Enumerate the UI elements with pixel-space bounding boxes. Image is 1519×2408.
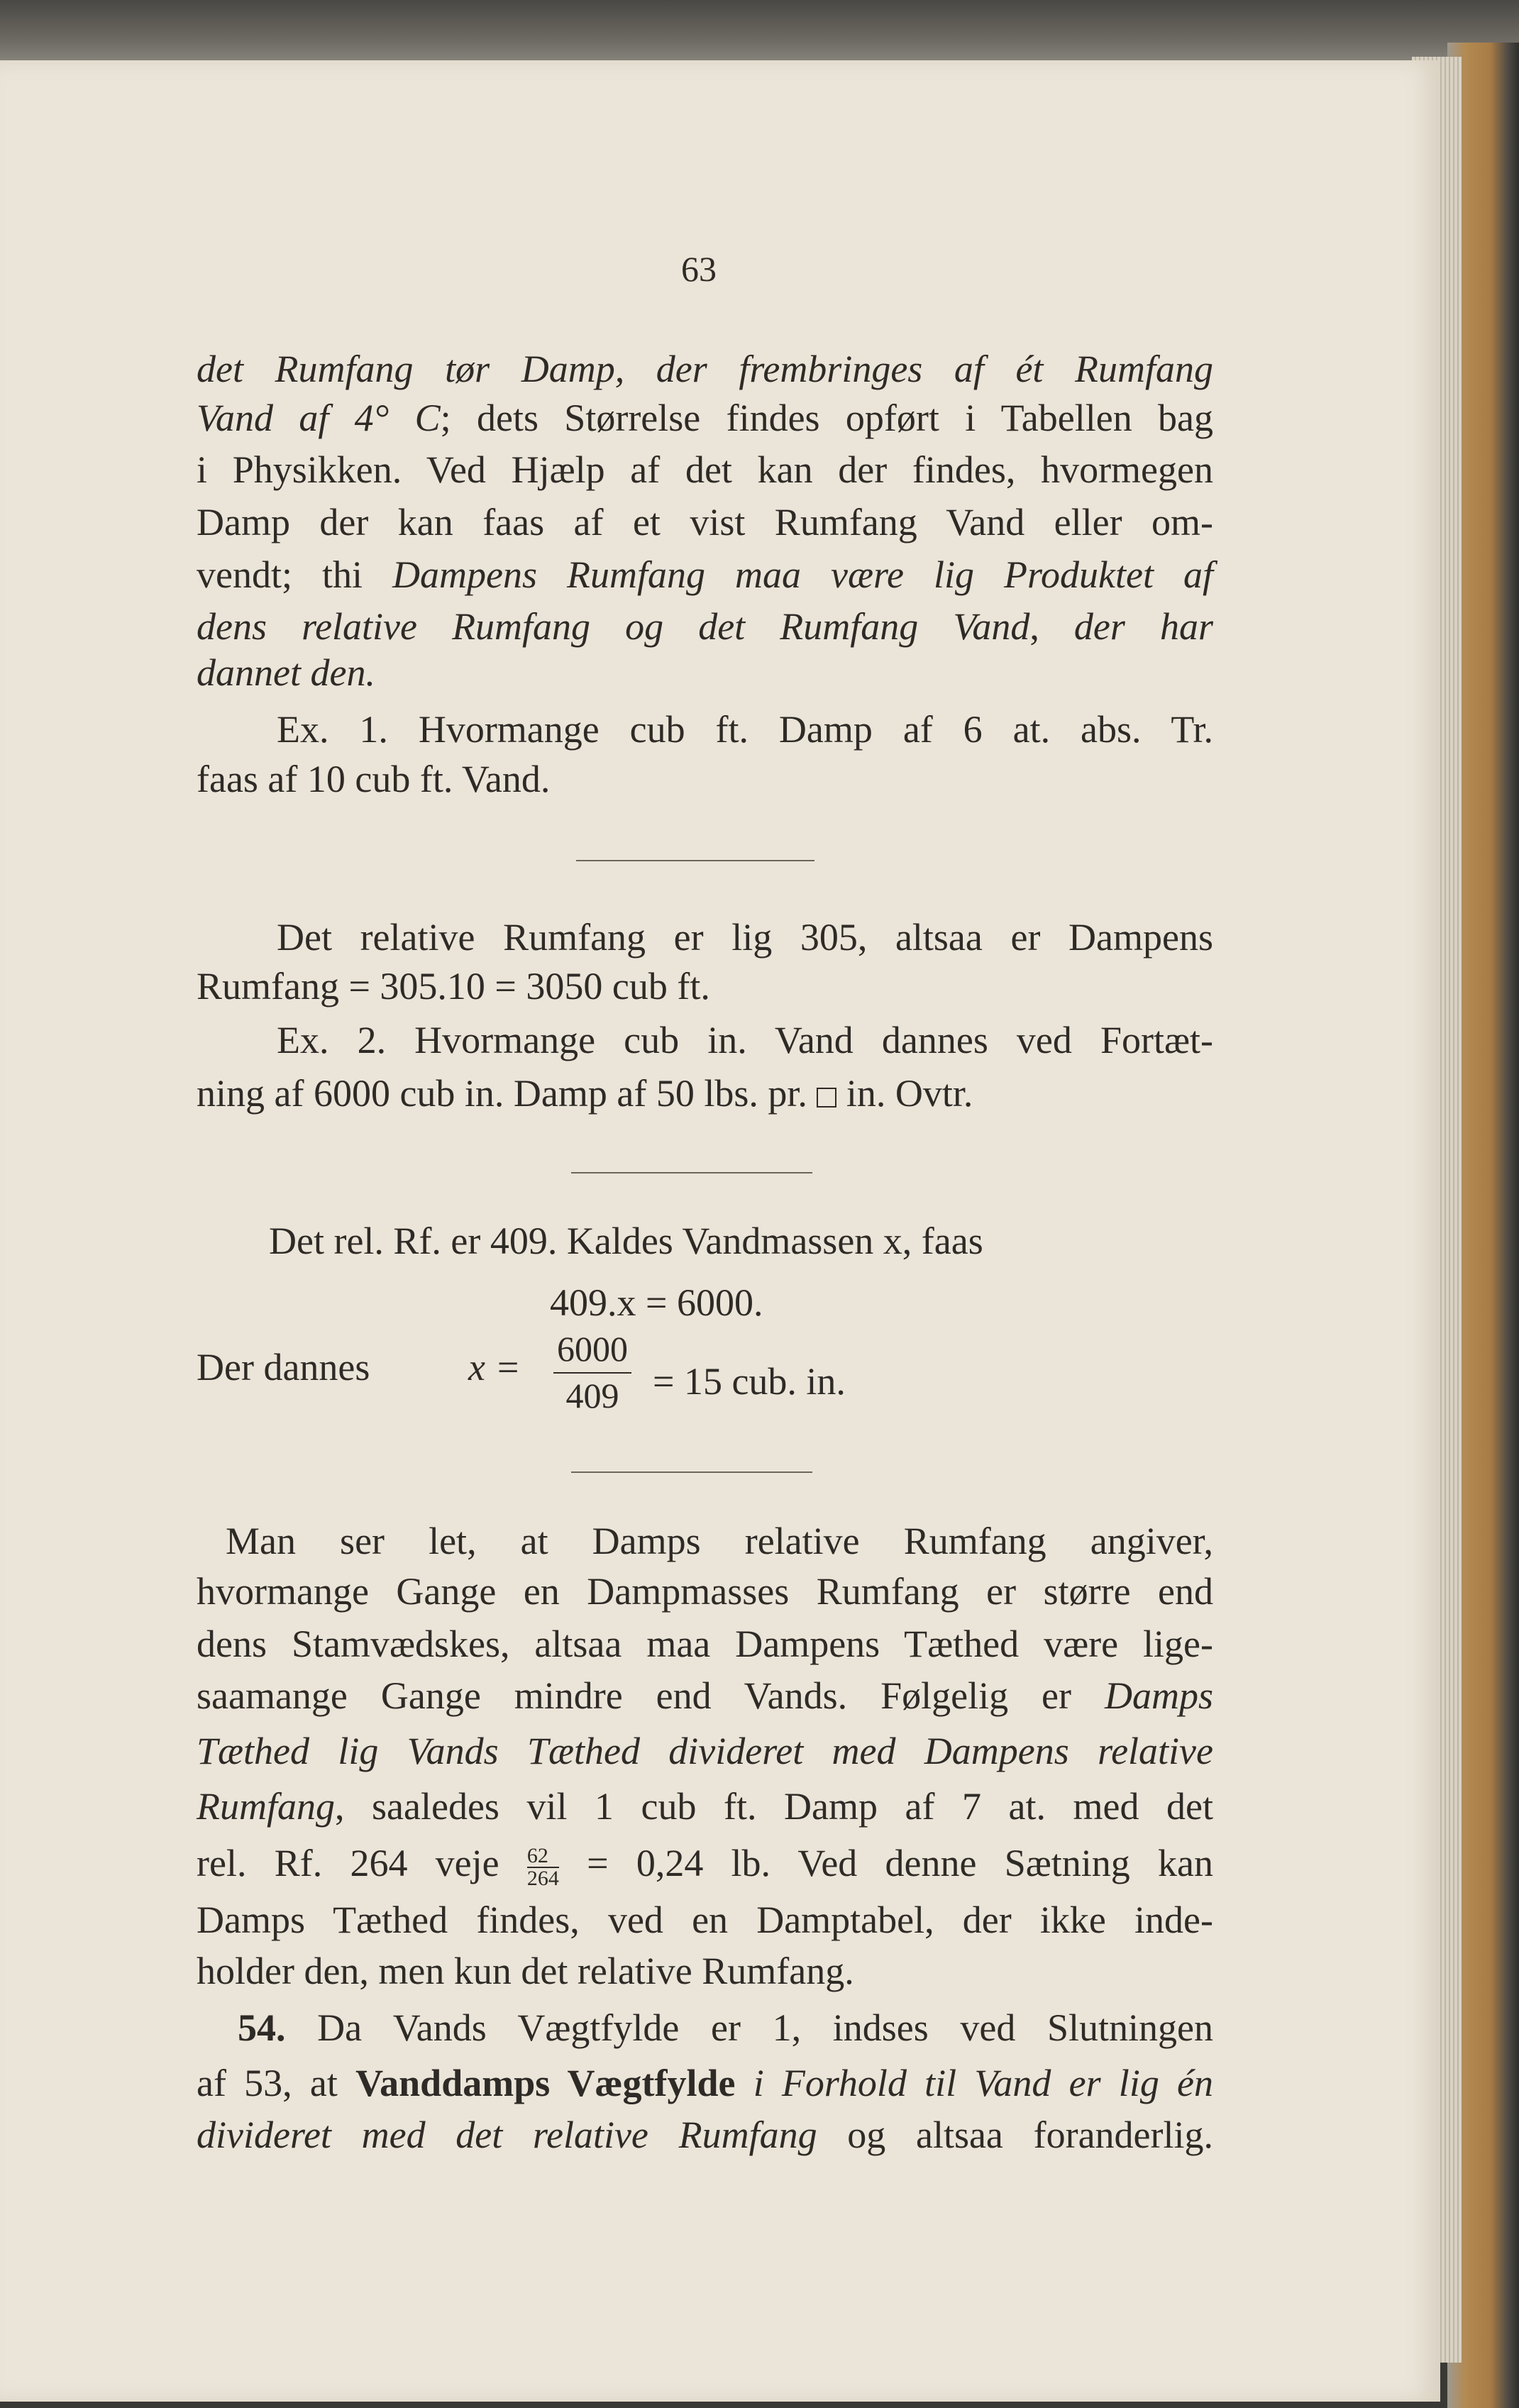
section-number: 54. (238, 2006, 286, 2049)
text-line (197, 1785, 1213, 1828)
fraction-numerator: 62 (527, 1845, 559, 1868)
text-line: Man ser let, at Damps relative Rumfang angiver, (226, 1520, 1213, 1562)
text-line: faas af 10 cub ft. Vand. (197, 758, 551, 800)
divider (571, 1172, 812, 1173)
text: rel. Rf. 264 veje (197, 1842, 527, 1884)
text-line (197, 553, 1213, 596)
text-line: Der dannes (197, 1346, 370, 1388)
text: ; dets Størrelse findes opført i Tabellen bag (440, 397, 1213, 439)
text-line (197, 1072, 973, 1115)
text: , (1029, 605, 1074, 648)
text-line: dens Stamvædskes, altsaa maa Dampens Tæthed være lige- (197, 1623, 1213, 1665)
text-italic: divideret med det relative Rumfang (197, 2114, 817, 2156)
text-italic: der har (1073, 605, 1213, 648)
text: Da Vands Vægtfylde er 1, indses ved Slutningen (285, 2006, 1213, 2049)
text-line: det Rumfang tør Damp, der frembringes af ét Rumfang (197, 348, 1213, 390)
page-number: 63 (681, 249, 717, 289)
text-line: Damp der kan faas af et vist Rumfang Vand eller om- (197, 501, 1213, 543)
text-bold: Vanddamps Vægtfylde (355, 2062, 736, 2104)
text-italic: Damps (1104, 1674, 1213, 1717)
text-line: Det relative Rumfang er lig 305, altsaa er Dampens (277, 916, 1213, 959)
text-line (197, 2114, 1213, 2156)
text: vendt; thi (197, 553, 393, 596)
text-line (238, 2006, 1213, 2049)
text-line: holder den, men kun det relative Rumfang. (197, 1950, 854, 1992)
text: , saaledes vil 1 cub ft. Damp af 7 at. med det (335, 1785, 1213, 1828)
text-line: hvormange Gange en Dampmasses Rumfang er større end (197, 1570, 1213, 1613)
inline-fraction (527, 1845, 559, 1889)
text-line: Rumfang = 305.10 = 3050 cub ft. (197, 965, 710, 1007)
text-italic: i Forhold til Vand er lig én (735, 2062, 1214, 2104)
divider (571, 1471, 812, 1473)
divider (576, 860, 814, 861)
equation-result: = 15 cub. in. (653, 1360, 846, 1403)
equation: 409.x = 6000. (550, 1281, 763, 1324)
text-line: Tæthed lig Vands Tæthed divideret med Dampens relative (197, 1730, 1213, 1772)
text: saamange Gange mindre end Vands. Følgelig er (197, 1674, 1105, 1717)
square-symbol-icon (817, 1088, 836, 1108)
text: = 0,24 lb. Ved denne Sætning kan (558, 1842, 1213, 1884)
fraction-bar (553, 1372, 631, 1374)
text-line (197, 2062, 1213, 2104)
text-italic: dens relative Rumfang og det Rumfang Vand (197, 605, 1030, 648)
text-line (197, 605, 1213, 648)
text-line: Damps Tæthed findes, ved en Damptabel, der ikke inde- (197, 1899, 1213, 1941)
fraction-numerator: 6000 (557, 1329, 628, 1369)
text-italic: Dampens Rumfang maa være lig Produktet af (392, 553, 1213, 596)
book-top-edge (0, 0, 1519, 67)
equation-x: x = (468, 1346, 521, 1388)
text-line: dannet den. (197, 651, 375, 694)
fraction-denominator: 264 (526, 1866, 559, 1890)
text-line: i Physikken. Ved Hjælp af det kan der findes, hvormegen (197, 448, 1213, 491)
text-line: Ex. 1. Hvormange cub ft. Damp af 6 at. abs. Tr. (277, 708, 1213, 751)
text: ning af 6000 cub in. Damp af 50 lbs. pr. (197, 1072, 807, 1115)
text: af 53, at (197, 2062, 356, 2104)
text: og altsaa foranderlig. (817, 2114, 1213, 2156)
text: in. Ovtr. (846, 1072, 973, 1115)
fraction-denominator: 409 (565, 1376, 619, 1415)
text-line (197, 397, 1213, 439)
text-line: Ex. 2. Hvormange cub in. Vand dannes ved Fortæt- (277, 1019, 1213, 1061)
text-italic: Vand af 4° C (197, 397, 441, 439)
text-line (197, 1674, 1213, 1717)
text-italic: Rumfang (197, 1785, 335, 1828)
text-line: Det rel. Rf. er 409. Kaldes Vandmassen x, faas (269, 1220, 983, 1262)
text-line (197, 1842, 1213, 1889)
